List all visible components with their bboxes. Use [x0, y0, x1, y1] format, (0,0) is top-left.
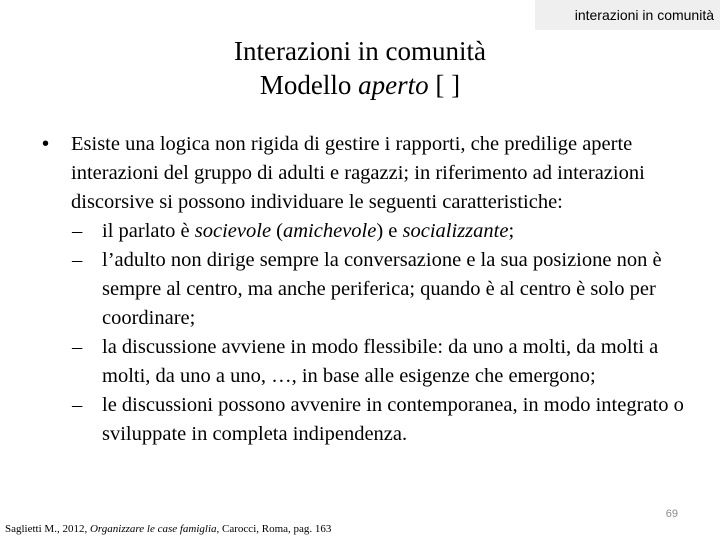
sub-item-1 [0, 217, 720, 246]
citation [5, 522, 331, 536]
dash-icon: – [72, 394, 83, 416]
section-label: interazioni in comunità [535, 0, 720, 30]
citation-prefix: Saglietti M., 2012, [5, 523, 90, 535]
bullet-icon: • [42, 133, 50, 155]
sub1-part-2: ( [271, 220, 283, 242]
sub1-part-1: il parlato è [102, 220, 195, 242]
dash-icon: – [72, 220, 83, 242]
dash-icon: – [72, 336, 83, 358]
sub1-italic-socievole: socievole [194, 220, 272, 242]
sub1-italic-socializzante: socializzante [402, 220, 509, 242]
sub1-italic-amichevole: amichevole [283, 220, 377, 242]
citation-suffix: , Carocci, Roma, pag. 163 [216, 523, 332, 535]
title-line-2-italic: aperto [358, 70, 429, 100]
title-line-2-prefix: Modello [259, 70, 359, 100]
main-bullet [0, 130, 720, 217]
sub1-part-4: ; [508, 220, 515, 242]
sub-item-3 [0, 333, 720, 391]
page-number: 69 [665, 508, 678, 520]
dash-icon: – [72, 249, 83, 271]
title-line-2-suffix: [ ] [428, 70, 461, 100]
main-bullet-text: Esiste una logica non rigida di gestire i rapporti, che predilige aperte interazioni del gruppo di adulti e ragazzi; in riferimento ad interazioni discorsive si possono individuare le seguenti caratteristiche: [71, 133, 645, 213]
sub-item-1-text [102, 220, 514, 242]
sub-item-2 [0, 246, 720, 333]
slide-title [0, 34, 720, 102]
slide-body [0, 130, 720, 449]
citation-italic: Organizzare le case famiglia [89, 523, 217, 535]
sub-item-4-text: le discussioni possono avvenire in contemporanea, in modo integrato o sviluppate in completa indipendenza. [102, 394, 684, 445]
sub-item-3-text: la discussione avviene in modo flessibile: da uno a molti, da molti a molti, da uno a uno, …, in base alle esigenze che emergono; [102, 336, 659, 387]
sub1-part-3: ) e [376, 220, 403, 242]
sub-item-4 [0, 391, 720, 449]
title-line-1: Interazioni in comunità [234, 36, 486, 66]
title-line-2 [0, 68, 720, 102]
sub-item-2-text: l’adulto non dirige sempre la conversazione e la sua posizione non è sempre al centro, ma anche periferica; quando è al centro è solo per coordinare; [102, 249, 662, 329]
